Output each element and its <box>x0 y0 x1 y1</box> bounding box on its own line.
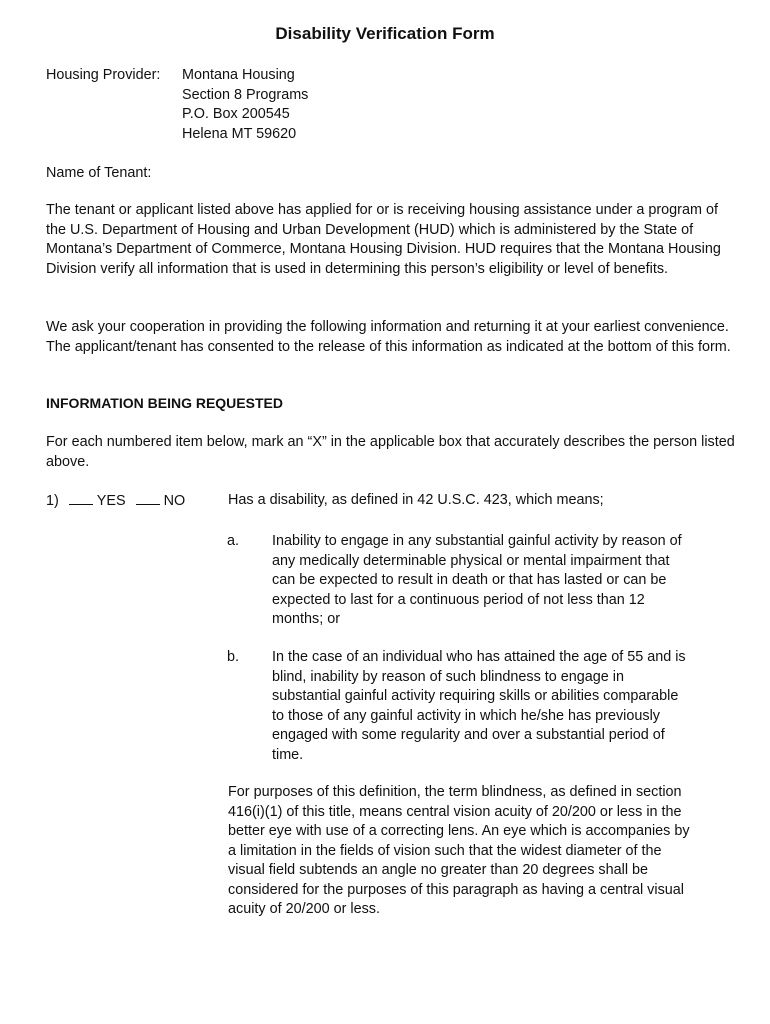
sub-item-b-letter: b. <box>227 649 240 665</box>
provider-line-4: Helena MT 59620 <box>182 126 297 142</box>
cooperation-paragraph: We ask your cooperation in providing the following information and returning it at your earliest convenience. The applicant/tenant has consented to the release of this information as indicated at the bottom of this form. <box>46 319 731 355</box>
provider-label: Housing Provider: <box>46 67 161 83</box>
intro-paragraph: The tenant or applicant listed above has applied for or is receiving housing assistance under a program of the U.S. Department of Housing and Urban Development (HUD) which is administered by the State of Montana’s Department of Commerce, Montana Housing Division. HUD requires that the Montana Housing Division verify all information that is used in determining this person’s eligibility or level of benefits. <box>46 202 721 277</box>
sub-item-a-text: Inability to engage in any substantial gainful activity by reason of any medically determinable physical or mental impairment that can be expected to result in death or that has lasted or can be expected to last for a continuous period of not less than 12 months; or <box>272 533 682 627</box>
blindness-definition: For purposes of this definition, the term blindness, as defined in section 416(i)(1) of this title, means central vision acuity of 20/200 or less in the better eye with use of a correcting lens. An eye which is accompanies by a limitation in the fields of vision such that the widest diameter of the visual field subtends an angle no greater than 20 degrees shall be considered for the purposes of this paragraph as having a central visual acuity of 20/200 or less. <box>228 784 690 917</box>
no-blank[interactable] <box>136 492 160 505</box>
item-number: 1) <box>46 493 59 509</box>
page-title: Disability Verification Form <box>275 24 495 43</box>
sub-item-b-text: In the case of an individual who has attained the age of 55 and is blind, inability by reason of such blindness to engage in substantial gainful activity requiring skills or abilities comparable to those of any gainful activity in which he/she has previously engaged with some regularity and over a substantial period of time. <box>272 649 686 763</box>
yes-blank[interactable] <box>69 492 93 505</box>
item-1-text: Has a disability, as defined in 42 U.S.C. 423, which means; <box>228 492 604 508</box>
instructions-paragraph: For each numbered item below, mark an “X” in the applicable box that accurately describes the person listed above. <box>46 434 735 470</box>
sub-item-a-letter: a. <box>227 533 240 549</box>
item-1-choice <box>46 492 185 509</box>
provider-line-2: Section 8 Programs <box>182 87 309 103</box>
provider-line-3: P.O. Box 200545 <box>182 106 290 122</box>
tenant-name-label: Name of Tenant: <box>46 165 152 181</box>
provider-line-1: Montana Housing <box>182 67 295 83</box>
no-label: NO <box>163 493 186 509</box>
section-heading: INFORMATION BEING REQUESTED <box>46 395 283 411</box>
yes-label: YES <box>96 493 126 509</box>
